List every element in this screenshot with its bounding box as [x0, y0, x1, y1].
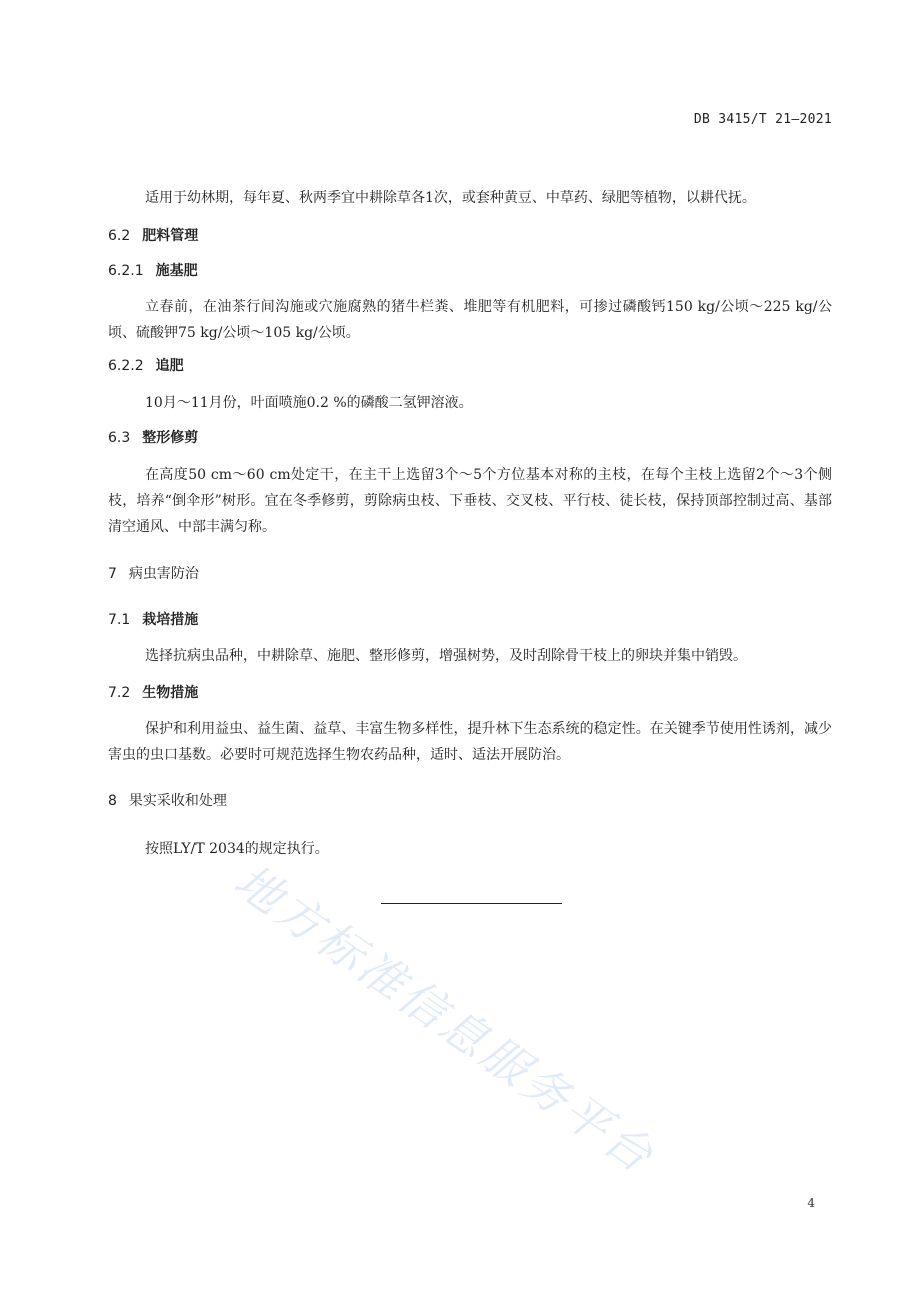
page-number: 4 [807, 1196, 815, 1210]
section-heading-7-1: 7.1 栽培措施 [108, 612, 199, 628]
paragraph: 立春前，在油茶行间沟施或穴施腐熟的猪牛栏粪、堆肥等有机肥料，可掺过磷酸钙150 kg/公顷～225 kg/公顷、硫酸钾75 kg/公顷～105 kg/公顷。 [108, 299, 832, 341]
paragraph: 在高度50 cm～60 cm处定干，在主干上选留3个～5个方位基本对称的主枝，在每个主枝上选留2个～3个侧枝，培养“倒伞形”树形。宜在冬季修剪，剪除病虫枝、下垂枝、交叉枝、平行枝、徒长枝，保持顶部控制过高、基部清空通风、中部丰满匀称。 [108, 467, 832, 535]
paragraph: 保护和利用益虫、益生菌、益草、丰富生物多样性，提升林下生态系统的稳定性。在关键季节使用性诱剂，减少害虫的虫口基数。必要时可规范选择生物农药品种，适时、适法开展防治。 [108, 721, 832, 763]
section-heading-6-2: 6.2 肥料管理 [108, 228, 199, 244]
section-heading-6-3: 6.3 整形修剪 [108, 430, 199, 446]
paragraph: 10月～11月份，叶面喷施0.2 %的磷酸二氢钾溶液。 [145, 395, 473, 411]
section-heading-6-2-1: 6.2.1 施基肥 [108, 263, 198, 279]
end-rule [381, 903, 562, 904]
paragraph: 按照LY/T 2034的规定执行。 [145, 841, 329, 857]
document-code: DB 3415/T 21—2021 [693, 112, 832, 127]
paragraph: 适用于幼林期，每年夏、秋两季宜中耕除草各1次，或套种黄豆、中草药、绿肥等植物，以耕代抚。 [145, 190, 756, 206]
paragraph: 选择抗病虫品种，中耕除草、施肥、整形修剪，增强树势，及时刮除骨干枝上的卵块并集中销毁。 [145, 648, 747, 664]
section-heading-6-2-2: 6.2.2 追肥 [108, 358, 184, 374]
section-heading-7-2: 7.2 生物措施 [108, 685, 199, 701]
watermark: 地方标准信息服务平台 [224, 853, 666, 1185]
section-heading-8: 8 果实采收和处理 [108, 793, 227, 809]
section-heading-7: 7 病虫害防治 [108, 566, 199, 582]
